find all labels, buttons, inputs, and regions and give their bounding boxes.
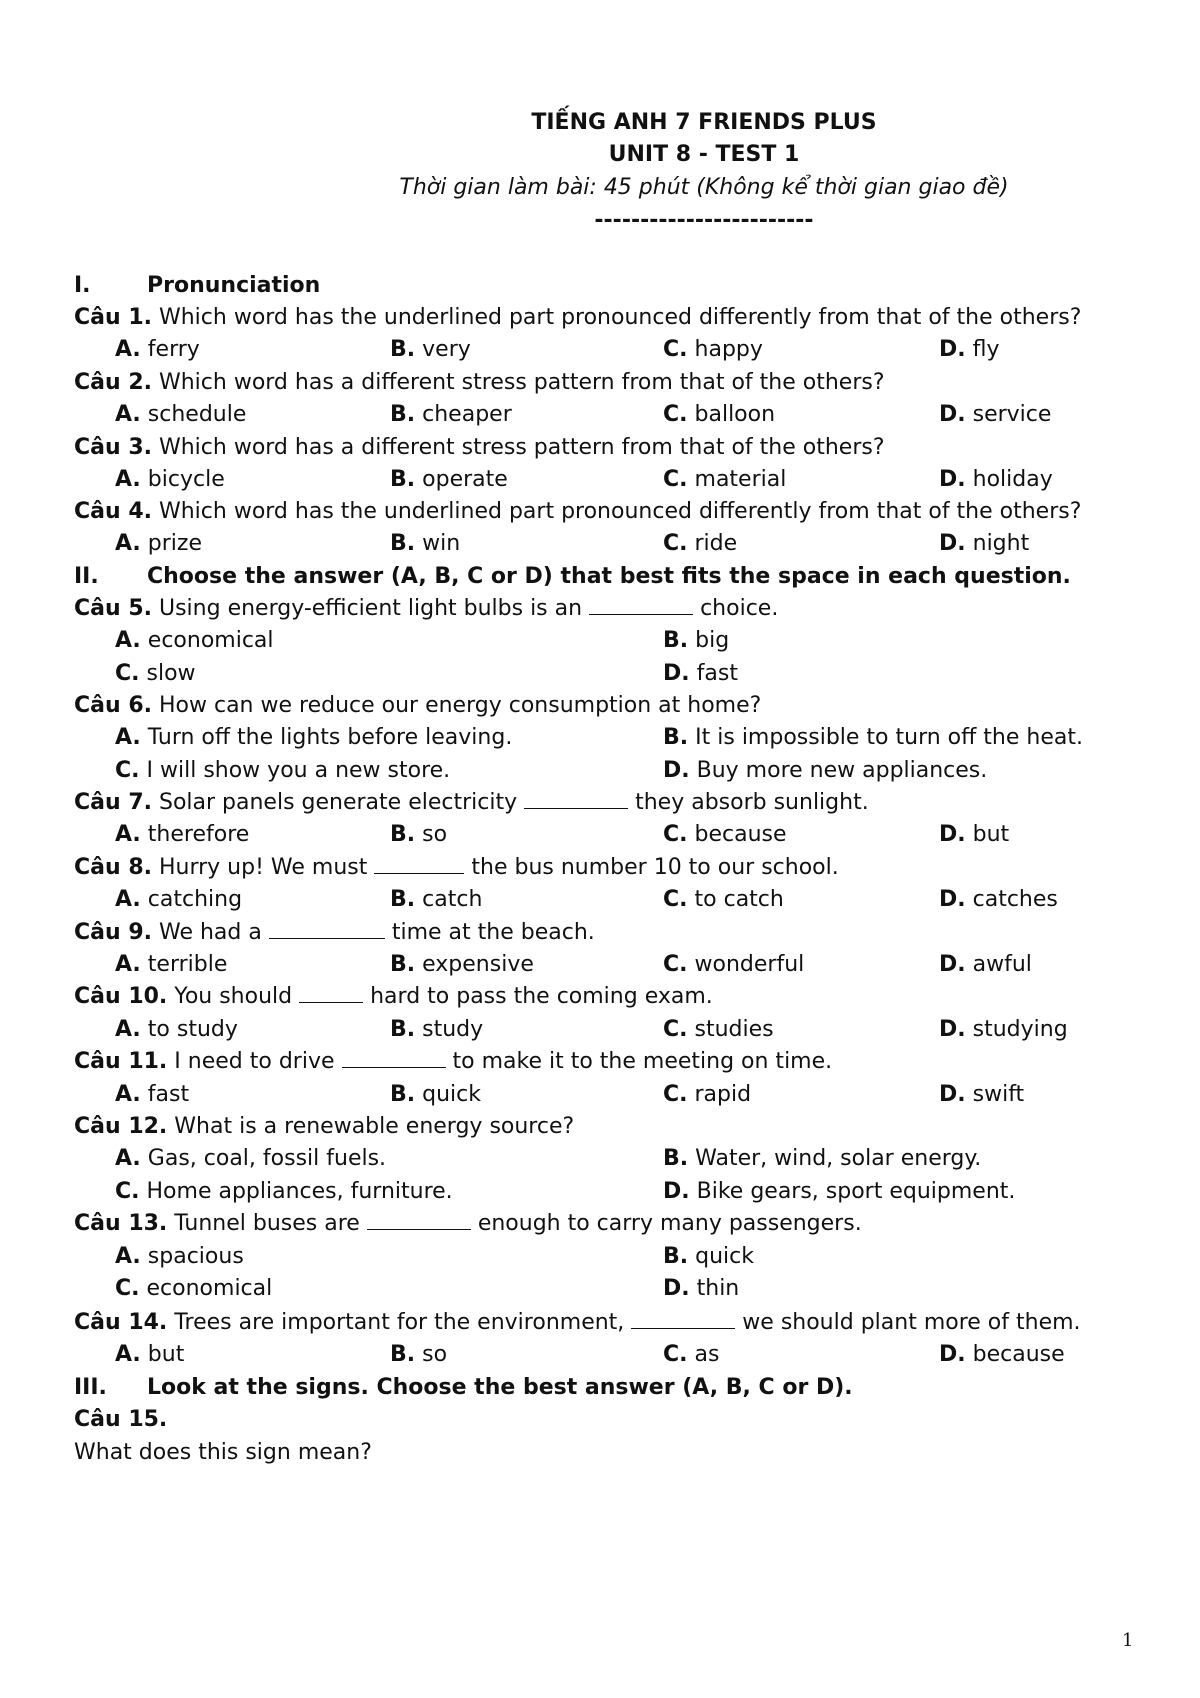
option-b: B. big [663, 628, 730, 654]
test-content [74, 270, 1134, 1469]
answer-blank [374, 853, 464, 874]
option-b: B. so [390, 822, 448, 848]
option-d: D. but [939, 822, 1010, 848]
answer-blank [589, 594, 693, 615]
options-row [74, 1014, 1134, 1046]
options-row [74, 625, 1134, 657]
question-stem [74, 302, 1134, 334]
options-row [74, 1241, 1134, 1273]
question-text: Which word has a different stress pattern from that of the others? [158, 369, 885, 395]
question-stem: Câu 9. We had a time at the beach. [74, 919, 595, 945]
option-c: C. slow [115, 660, 196, 686]
option-c: C. studies [663, 1016, 774, 1042]
question-label: Câu 15. [74, 1407, 168, 1433]
question-text: What does this sign mean? [74, 1439, 372, 1465]
question-text: Which word has the underlined part pronounced differently from that of the others? [158, 499, 1082, 525]
question-text: Which word has the underlined part pronounced differently from that of the others? [158, 305, 1082, 331]
section-heading [74, 270, 1134, 302]
options-row [74, 1273, 1134, 1305]
option-a: A. schedule [115, 402, 247, 428]
answer-blank [367, 1209, 471, 1230]
question-stem: Câu 8. Hurry up! We must the bus number 10 to our school. [74, 854, 839, 880]
section-title: Look at the signs. Choose the best answer (A, B, C or D). [147, 1374, 853, 1400]
question-text: How can we reduce our energy consumption at home? [158, 692, 762, 718]
options-row [74, 1176, 1134, 1208]
question-stem: Câu 10. You should hard to pass the coming exam. [74, 984, 713, 1010]
options-row [74, 528, 1134, 560]
question-label: Câu 9. [74, 919, 152, 945]
options-row [74, 1143, 1134, 1175]
option-d: D. service [939, 402, 1052, 428]
option-b: B. cheaper [390, 402, 512, 428]
option-b: B. expensive [390, 952, 534, 978]
option-a: A. bicycle [115, 466, 225, 492]
section-number: III. [74, 1374, 107, 1400]
option-b: B. so [390, 1342, 448, 1368]
question-label: Câu 8. [74, 854, 152, 880]
option-d: D. fast [663, 660, 738, 686]
option-c: C. rapid [663, 1081, 752, 1107]
question-label: Câu 3. [74, 434, 152, 460]
question-text: Which word has a different stress pattern from that of the others? [158, 434, 885, 460]
options-row [74, 399, 1134, 431]
question-label: Câu 1. [74, 305, 152, 331]
option-b: B. It is impossible to turn off the heat. [663, 725, 1083, 751]
option-d: D. catches [939, 887, 1058, 913]
option-d: D. studying [939, 1016, 1068, 1042]
header-divider: ------------------------ [594, 208, 814, 233]
options-row [74, 722, 1134, 754]
test-title: TIẾNG ANH 7 FRIENDS PLUS [531, 110, 877, 135]
option-c: C. balloon [663, 402, 776, 428]
options-row [74, 334, 1134, 366]
option-a: A. therefore [115, 822, 250, 848]
question-stem [74, 367, 1134, 399]
option-c: C. wonderful [663, 952, 805, 978]
option-a: A. ferry [115, 337, 200, 363]
option-b: B. win [390, 531, 461, 557]
option-c: C. ride [663, 531, 738, 557]
answer-blank [299, 982, 363, 1003]
answer-blank [631, 1308, 735, 1329]
option-d: D. swift [939, 1081, 1025, 1107]
page-number: 1 [1122, 1630, 1134, 1651]
question-label: Câu 6. [74, 692, 152, 718]
options-row [74, 1339, 1134, 1371]
section-heading [74, 561, 1134, 593]
option-c: C. Home appliances, furniture. [115, 1178, 453, 1204]
section-number: II. [74, 563, 99, 589]
question-label: Câu 5. [74, 595, 152, 621]
question-stem [74, 690, 1134, 722]
options-row [74, 1079, 1134, 1111]
option-d: D. night [939, 531, 1030, 557]
question-stem: Câu 13. Tunnel buses are enough to carry many passengers. [74, 1211, 862, 1237]
question-stem: Câu 11. I need to drive to make it to the meeting on time. [74, 1049, 833, 1075]
question-stem: Câu 7. Solar panels generate electricity they absorb sunlight. [74, 790, 869, 816]
question-stem: Câu 14. Trees are important for the environment, we should plant more of them. [74, 1310, 1081, 1336]
option-a: A. economical [115, 628, 274, 654]
option-d: D. Bike gears, sport equipment. [663, 1178, 1016, 1204]
options-row [74, 658, 1134, 690]
option-d: D. fly [939, 337, 1000, 363]
option-c: C. economical [115, 1275, 273, 1301]
question-label: Câu 13. [74, 1211, 168, 1237]
question-label: Câu 14. [74, 1310, 168, 1336]
option-d: D. thin [663, 1275, 740, 1301]
option-c: C. happy [663, 337, 763, 363]
question-stem [74, 1111, 1134, 1143]
option-c: C. because [663, 822, 787, 848]
option-b: B. Water, wind, solar energy. [663, 1146, 982, 1172]
option-d: D. because [939, 1342, 1065, 1368]
question-label: Câu 11. [74, 1049, 168, 1075]
options-row [74, 755, 1134, 787]
time-note: Thời gian làm bài: 45 phút (Không kể thời gian giao đề) [399, 175, 1009, 200]
option-c: C. material [663, 466, 787, 492]
option-b: B. very [390, 337, 471, 363]
option-c: C. I will show you a new store. [115, 757, 451, 783]
answer-blank [269, 918, 385, 939]
options-row [74, 464, 1134, 496]
question-text: What is a renewable energy source? [174, 1113, 575, 1139]
option-b: B. quick [663, 1243, 754, 1269]
option-b: B. study [390, 1016, 484, 1042]
question-stem [74, 1404, 1134, 1436]
question-label: Câu 4. [74, 499, 152, 525]
option-a: A. Turn off the lights before leaving. [115, 725, 513, 751]
option-a: A. fast [115, 1081, 190, 1107]
option-b: B. catch [390, 887, 483, 913]
option-b: B. operate [390, 466, 508, 492]
question-label: Câu 7. [74, 790, 152, 816]
section-title: Choose the answer (A, B, C or D) that best fits the space in each question. [147, 563, 1071, 589]
options-row [74, 949, 1134, 981]
question-stem [74, 496, 1134, 528]
section-title: Pronunciation [147, 273, 321, 298]
option-c: C. as [663, 1342, 720, 1368]
section-heading [74, 1372, 1134, 1404]
option-d: D. awful [939, 952, 1032, 978]
option-a: A. to study [115, 1016, 238, 1042]
question-label: Câu 10. [74, 984, 168, 1010]
option-a: A. but [115, 1342, 185, 1368]
options-row [74, 819, 1134, 851]
option-a: A. catching [115, 887, 243, 913]
question-label: Câu 12. [74, 1113, 168, 1139]
question-label: Câu 2. [74, 369, 152, 395]
section-number: I. [74, 273, 91, 298]
option-a: A. terrible [115, 952, 228, 978]
option-a: A. Gas, coal, fossil fuels. [115, 1146, 387, 1172]
option-b: B. quick [390, 1081, 481, 1107]
unit-title: UNIT 8 - TEST 1 [608, 142, 800, 167]
question-stem [74, 432, 1134, 464]
options-row [74, 884, 1134, 916]
question-stem: Câu 5. Using energy-efficient light bulbs is an choice. [74, 595, 779, 621]
option-d: D. Buy more new appliances. [663, 757, 988, 783]
option-c: C. to catch [663, 887, 784, 913]
answer-blank [524, 788, 628, 809]
option-a: A. spacious [115, 1243, 244, 1269]
answer-blank [342, 1047, 446, 1068]
option-d: D. holiday [939, 466, 1053, 492]
option-a: A. prize [115, 531, 203, 557]
